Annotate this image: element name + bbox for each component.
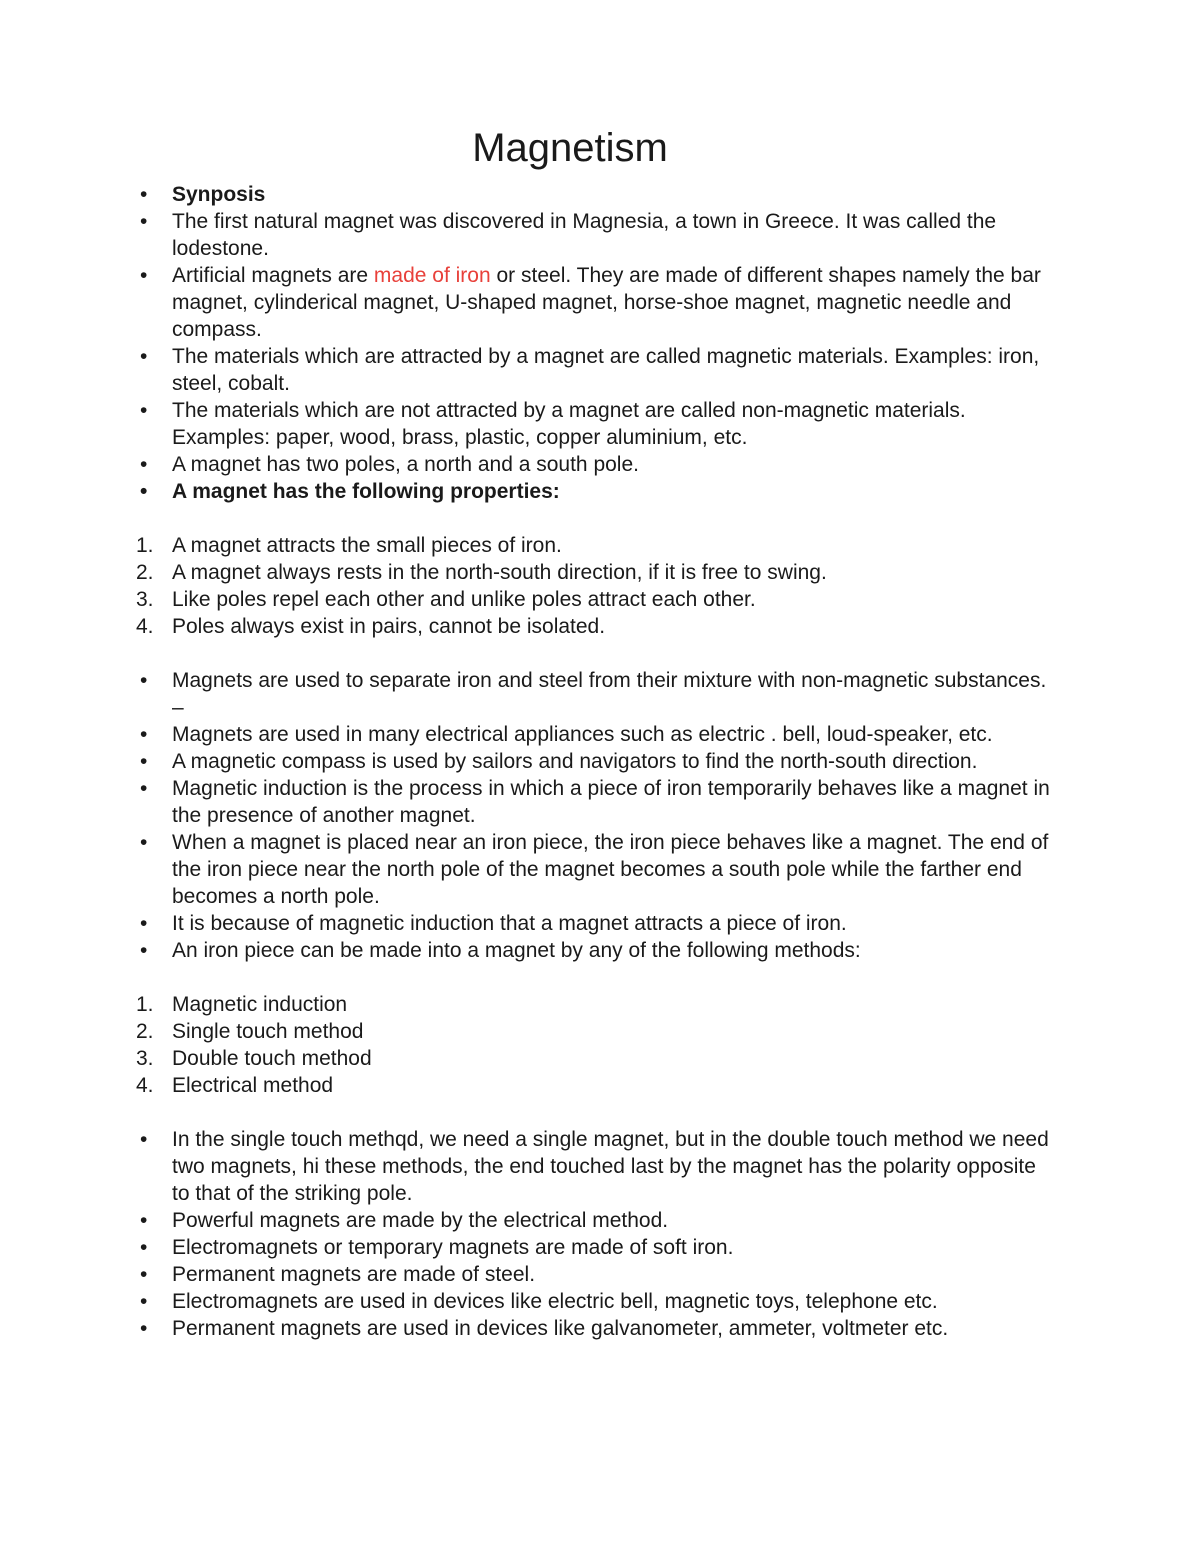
- list-item: [136, 397, 1056, 451]
- bullet-marker: •: [140, 210, 148, 233]
- bullet-marker: •: [140, 1128, 148, 1151]
- list-item: [136, 532, 1056, 559]
- bullet-marker: •: [140, 831, 148, 854]
- bullet-marker: •: [140, 1317, 148, 1340]
- list-item-text: Magnetic induction is the process in which a piece of iron temporarily behaves like a magnet in the presence of another magnet.: [172, 777, 1050, 827]
- list-item: [136, 1072, 1056, 1099]
- list-item-text: In the single touch methqd, we need a single magnet, but in the double touch method we need two magnets, hi these methods, the end touched last by the magnet has the polarity opposite to that of the striking pole.: [172, 1128, 1049, 1205]
- list-item-text: Electromagnets or temporary magnets are made of soft iron.: [172, 1236, 734, 1259]
- list-item-text: An iron piece can be made into a magnet by any of the following methods:: [172, 939, 861, 962]
- list-item-text: Magnets are used in many electrical appliances such as electric . bell, loud-speaker, etc.: [172, 723, 993, 746]
- list-number: 3.: [136, 588, 154, 611]
- document-title: Magnetism: [472, 126, 668, 170]
- list-item-text-after: or steel. They are made of different shapes namely the bar magnet, cylinderical magnet, U-shaped magnet, horse-shoe magnet, magnetic needle and compass.: [172, 264, 1041, 341]
- list-item-text: Poles always exist in pairs, cannot be isolated.: [172, 615, 606, 638]
- bullet-marker: •: [140, 264, 148, 287]
- list-item-text: The first natural magnet was discovered in Magnesia, a town in Greece. It was called the lodestone.: [172, 210, 997, 260]
- list-item: [136, 1045, 1056, 1072]
- synopsis-list: [136, 181, 1056, 505]
- bullet-marker: •: [140, 183, 148, 206]
- list-item: [136, 1207, 1056, 1234]
- list-item-text: Magnetic induction: [172, 993, 348, 1016]
- bullet-marker: •: [140, 723, 148, 746]
- list-item: [136, 721, 1056, 748]
- list-item: [136, 748, 1056, 775]
- list-item-text: Electromagnets are used in devices like electric bell, magnetic toys, telephone etc.: [172, 1290, 938, 1313]
- list-item: [136, 613, 1056, 640]
- list-item: [136, 829, 1056, 910]
- list-item: [136, 910, 1056, 937]
- methods-list: [136, 991, 1056, 1099]
- document-body: [136, 181, 1056, 1342]
- list-item: [136, 343, 1056, 397]
- list-number: 3.: [136, 1047, 154, 1070]
- list-item: [136, 991, 1056, 1018]
- list-item-text: A magnet attracts the small pieces of iron.: [172, 534, 562, 557]
- list-item: [136, 208, 1056, 262]
- list-item: [136, 775, 1056, 829]
- spacer: [136, 1099, 1056, 1126]
- list-item: [136, 1315, 1056, 1342]
- bullet-marker: •: [140, 939, 148, 962]
- list-item: [136, 1234, 1056, 1261]
- methods-notes-list: [136, 1126, 1056, 1342]
- list-item: [136, 667, 1056, 721]
- list-item: [136, 1018, 1056, 1045]
- highlighted-text: made of iron: [373, 264, 491, 287]
- bullet-marker: •: [140, 399, 148, 422]
- list-item: [136, 1126, 1056, 1207]
- list-item-text: Magnets are used to separate iron and steel from their mixture with non-magnetic substances. –: [172, 669, 1047, 719]
- list-item-text: When a magnet is placed near an iron piece, the iron piece behaves like a magnet. The end of the iron piece near the north pole of the magnet becomes a south pole while the farther end becomes a north pole.: [172, 831, 1049, 908]
- list-item-text: Single touch method: [172, 1020, 364, 1043]
- bullet-marker: •: [140, 1209, 148, 1232]
- list-item: [136, 559, 1056, 586]
- list-item: [136, 1288, 1056, 1315]
- list-item: [136, 451, 1056, 478]
- list-item-text: The materials which are attracted by a magnet are called magnetic materials. Examples: iron, steel, cobalt.: [172, 345, 1040, 395]
- bullet-marker: •: [140, 1263, 148, 1286]
- bullet-marker: •: [140, 1236, 148, 1259]
- bullet-marker: •: [140, 453, 148, 476]
- list-item-text-before: Artificial magnets are: [172, 264, 374, 287]
- list-number: 2.: [136, 561, 154, 584]
- list-item-text: Double touch method: [172, 1047, 372, 1070]
- spacer: [136, 640, 1056, 667]
- spacer: [136, 964, 1056, 991]
- list-item-text: Permanent magnets are used in devices like galvanometer, ammeter, voltmeter etc.: [172, 1317, 949, 1340]
- list-item-text: Like poles repel each other and unlike poles attract each other.: [172, 588, 756, 611]
- list-item: [136, 181, 1056, 208]
- bullet-marker: •: [140, 480, 148, 503]
- list-item: [136, 1261, 1056, 1288]
- list-item: [136, 586, 1056, 613]
- list-item-text: A magnet always rests in the north-south direction, if it is free to swing.: [172, 561, 827, 584]
- spacer: [136, 505, 1056, 532]
- list-item: [136, 478, 1056, 505]
- list-item-text: A magnet has two poles, a north and a south pole.: [172, 453, 639, 476]
- list-item-text: Electrical method: [172, 1074, 334, 1097]
- list-item: [136, 937, 1056, 964]
- list-number: 2.: [136, 1020, 154, 1043]
- bullet-marker: •: [140, 777, 148, 800]
- list-item-text: A magnetic compass is used by sailors and navigators to find the north-south direction.: [172, 750, 978, 773]
- properties-list: [136, 532, 1056, 640]
- list-item-text: It is because of magnetic induction that a magnet attracts a piece of iron.: [172, 912, 847, 935]
- bullet-marker: •: [140, 669, 148, 692]
- list-item-text: The materials which are not attracted by a magnet are called non-magnetic materials. Examples: paper, wood, brass, plastic, copper aluminium, etc.: [172, 399, 966, 449]
- list-item: [136, 262, 1056, 343]
- bullet-marker: •: [140, 750, 148, 773]
- list-number: 4.: [136, 615, 154, 638]
- list-item-text: Permanent magnets are made of steel.: [172, 1263, 536, 1286]
- synopsis-heading: Synposis: [172, 183, 266, 206]
- list-number: 1.: [136, 993, 154, 1016]
- list-item-text: Powerful magnets are made by the electrical method.: [172, 1209, 669, 1232]
- bullet-marker: •: [140, 1290, 148, 1313]
- properties-heading: A magnet has the following properties:: [172, 480, 560, 503]
- bullet-marker: •: [140, 912, 148, 935]
- bullet-marker: •: [140, 345, 148, 368]
- list-number: 4.: [136, 1074, 154, 1097]
- uses-list: [136, 667, 1056, 964]
- list-number: 1.: [136, 534, 154, 557]
